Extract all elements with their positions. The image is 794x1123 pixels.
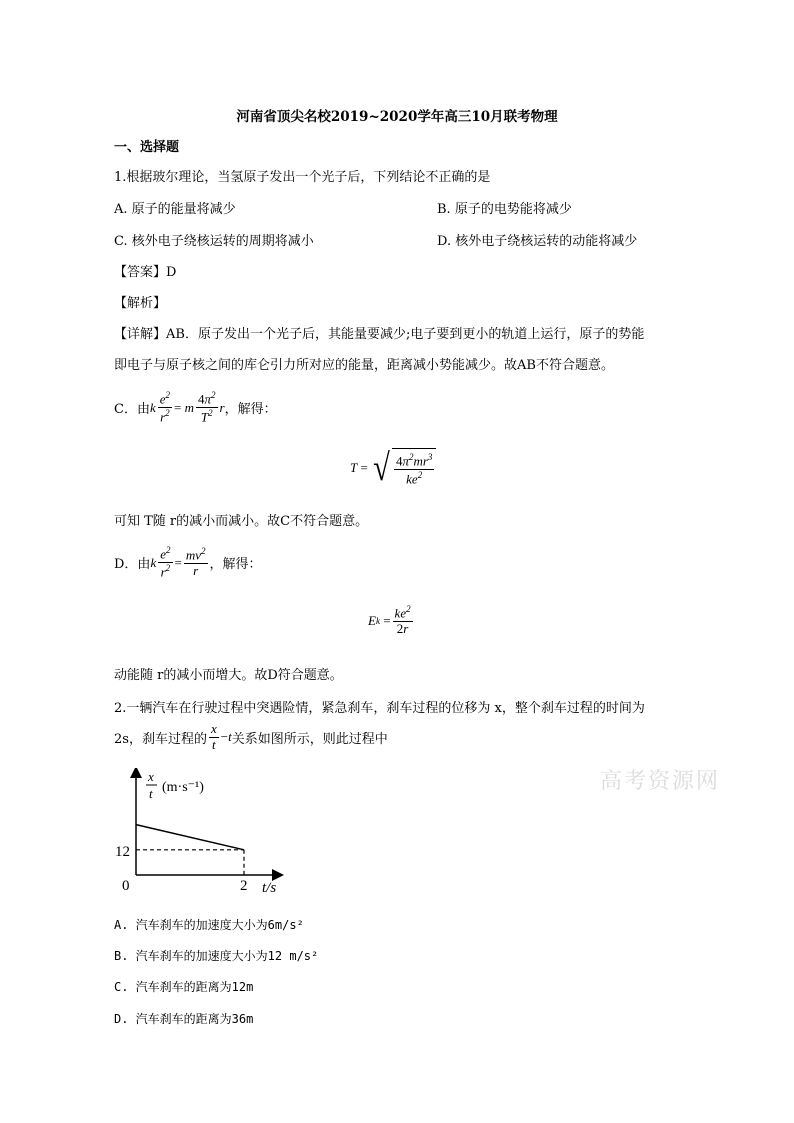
period-formula: T = √ $\frac{4\pi^2mr^3}{ke^2}$ bbox=[350, 448, 436, 488]
q1-detail-line1: 【详解】AB．原子发出一个光子后，其能量要减少;电子要到更小的轨道上运行，原子的势能 bbox=[114, 327, 645, 342]
q2-option-a: A. 汽车刹车的加速度大小为6m/s² bbox=[114, 918, 304, 932]
q2-option-c: C. 汽车刹车的距离为12m bbox=[114, 980, 254, 994]
coulomb-equals-centripetal-velocity-formula: k $\frac{e^2}{r^2}$ = $\frac{mv^2}{r}$ bbox=[150, 545, 206, 580]
y-axis-unit: (m·s⁻¹) bbox=[162, 780, 204, 795]
section-heading: 一、选择题 bbox=[114, 140, 180, 155]
q2-stem-line1: 2.一辆汽车在行驶过程中突遇险情，紧急刹车，刹车过程的位移为 x，整个刹车过程的时间为 bbox=[114, 701, 645, 716]
q1-option-a: A. 原子的能量将减少 bbox=[114, 202, 236, 217]
q1-d-suffix: ，解得： bbox=[209, 557, 262, 573]
q1-option-d: D. 核外电子绕核运转的动能将减少 bbox=[437, 234, 638, 249]
q2-stem-line2-suffix: 关系如图所示，则此过程中 bbox=[231, 731, 388, 747]
q1-answer: 【答案】D bbox=[114, 265, 177, 280]
q2-option-d: D. 汽车刹车的距离为36m bbox=[114, 1012, 254, 1026]
y-label-x: x bbox=[148, 769, 154, 784]
q1-analysis-label: 【解析】 bbox=[114, 296, 167, 311]
kinetic-energy-formula: E k = $\frac{ke^2}{2r}$ bbox=[368, 604, 411, 637]
q1-c-suffix: ，解得： bbox=[224, 402, 277, 418]
q1-d-equation-line bbox=[114, 545, 262, 581]
origin-label: 0 bbox=[122, 878, 130, 894]
x-over-t-vs-t-expression: $\frac{x}{t}$ − t bbox=[210, 721, 232, 752]
watermark: 高考资源网 bbox=[600, 769, 721, 794]
q1-c-equation-line bbox=[114, 390, 277, 426]
q2-stem-line2-prefix: 2s，刹车过程的 bbox=[114, 731, 207, 747]
q1-option-c: C. 核外电子绕核运转的周期将减小 bbox=[114, 234, 314, 249]
x-tick-2: 2 bbox=[240, 878, 248, 894]
q1-c-prefix: C．由 bbox=[114, 402, 150, 418]
y-tick-12: 12 bbox=[115, 844, 130, 860]
y-label-t: t bbox=[149, 786, 153, 801]
q2-option-b: B. 汽车刹车的加速度大小为12 m/s² bbox=[114, 949, 319, 963]
q2-stem-line2 bbox=[114, 722, 388, 753]
series-line bbox=[136, 825, 244, 850]
xt-t-graph bbox=[110, 768, 300, 898]
q1-stem: 1.根据玻尔理论，当氢原子发出一个光子后，下列结论不正确的是 bbox=[114, 170, 491, 185]
q1-c-conclusion: 可知 T随 r的减小而减小。故C不符合题意。 bbox=[114, 514, 369, 529]
q1-option-b: B. 原子的电势能将减少 bbox=[437, 202, 572, 217]
page-title: 河南省顶尖名校2019~2020学年高三10月联考物理 bbox=[236, 109, 558, 125]
q1-d-conclusion: 动能随 r的减小而增大。故D符合题意。 bbox=[114, 668, 343, 683]
coulomb-equals-centripetal-formula: k $\frac{e^2}{r^2}$ = m $\frac{4\pi^2}{T^2}$ r bbox=[149, 390, 225, 425]
x-axis-label: t/s bbox=[262, 880, 277, 896]
q1-d-prefix: D．由 bbox=[114, 557, 151, 573]
q1-detail-line2: 即电子与原子核之间的库仑引力所对应的能量，距离减小势能减少。故AB不符合题意。 bbox=[114, 358, 614, 373]
